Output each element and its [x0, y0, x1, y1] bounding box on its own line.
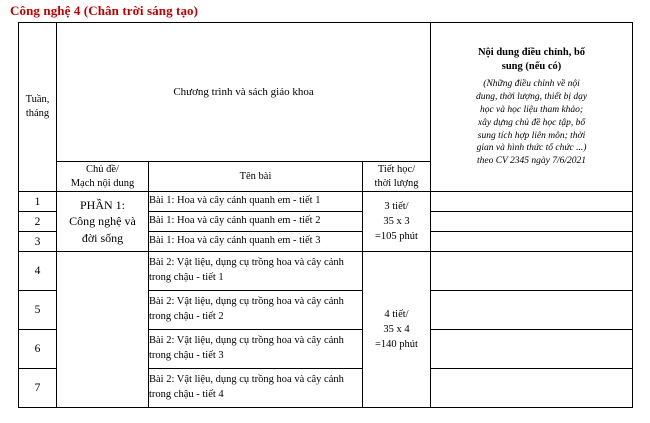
- row-lesson-name-line1: Bài 2: Vật liệu, dụng cụ trồng hoa và cây cảnh: [149, 374, 344, 386]
- topic-line1: PHẦN 1:: [79, 198, 125, 213]
- page-title: Công nghệ 4 (Chân trời sáng tạo): [10, 3, 199, 18]
- header-adjustment-note-line7: theo CV 2345 ngày 7/6/2021: [476, 156, 587, 167]
- row-adjustment: [431, 192, 633, 212]
- row-lesson-name: [149, 212, 363, 232]
- row-week: 1: [19, 192, 57, 212]
- period-line2: 35 x 4: [383, 323, 410, 335]
- row-lesson-name: [149, 232, 363, 252]
- header-week: [19, 23, 57, 192]
- header-week-line1: Tuần,: [25, 94, 50, 106]
- topic-line3: đời sống: [81, 230, 124, 245]
- table-row: [19, 252, 633, 291]
- header-adjustment-title-line2: sung (nếu có): [501, 60, 562, 72]
- row-adjustment: [431, 291, 633, 330]
- period-line1: 3 tiết/: [384, 200, 409, 212]
- header-program: Chương trình và sách giáo khoa: [57, 23, 431, 162]
- row-adjustment: [431, 369, 633, 408]
- header-adjustment-note-line3: học và học liệu tham khảo;: [479, 104, 584, 115]
- row-lesson-name-line1: Bài 2: Vật liệu, dụng cụ trồng hoa và cây cảnh: [149, 335, 344, 347]
- header-topic-line1: Chủ đề/: [86, 164, 119, 176]
- topic-line2: Công nghệ và: [69, 214, 136, 229]
- row-adjustment: [431, 212, 633, 232]
- period-line3: =140 phút: [375, 339, 418, 351]
- header-adjustment: [431, 23, 633, 192]
- row-week: 2: [19, 212, 57, 232]
- row-lesson-name-line1: Bài 1: Hoa và cây cảnh quanh em - tiết 1: [149, 195, 321, 207]
- row-lesson-name: [149, 252, 363, 291]
- header-adjustment-note-line2: dung, thời lượng, thiết bị dạy: [475, 92, 588, 103]
- teaching-plan-table: [18, 22, 633, 408]
- row-week: 6: [19, 330, 57, 369]
- teaching-plan-table-wrapper: [18, 22, 632, 408]
- period-line3: =105 phút: [375, 231, 418, 243]
- row-adjustment: [431, 252, 633, 291]
- header-topic: [57, 162, 149, 192]
- row-adjustment: [431, 232, 633, 252]
- row-week: 4: [19, 252, 57, 291]
- row-lesson-name-line2: trong chậu - tiết 1: [149, 272, 224, 283]
- topic-block-part-1: [57, 192, 149, 252]
- header-adjustment-note: [431, 76, 632, 172]
- row-lesson-name: [149, 330, 363, 369]
- row-week: 7: [19, 369, 57, 408]
- header-period-line1: Tiết học/: [377, 164, 416, 176]
- row-lesson-name-line2: trong chậu - tiết 2: [149, 311, 224, 322]
- row-lesson-name: [149, 192, 363, 212]
- row-lesson-name-line2: trong chậu - tiết 3: [149, 350, 224, 361]
- row-lesson-name-line1: Bài 1: Hoa và cây cảnh quanh em - tiết 2: [149, 215, 321, 227]
- row-lesson-name-line1: Bài 2: Vật liệu, dụng cụ trồng hoa và cây cảnh: [149, 296, 344, 308]
- header-week-line2: tháng: [25, 108, 50, 119]
- header-adjustment-title: [431, 42, 632, 76]
- period-block-2: [363, 252, 431, 408]
- header-adjustment-note-line1: (Những điều chỉnh về nội: [483, 79, 580, 90]
- header-adjustment-note-line6: gian và hình thức tổ chức ...): [476, 143, 587, 154]
- row-lesson-name: [149, 369, 363, 408]
- row-lesson-name-line1: Bài 2: Vật liệu, dụng cụ trồng hoa và cây cảnh: [149, 257, 344, 269]
- row-lesson-name-line1: Bài 1: Hoa và cây cảnh quanh em - tiết 3: [149, 235, 321, 247]
- table-header-row-top: [19, 23, 633, 162]
- header-adjustment-title-line1: Nội dung điều chỉnh, bổ: [477, 47, 586, 59]
- row-adjustment: [431, 330, 633, 369]
- table-row: [19, 192, 633, 212]
- row-lesson-name: [149, 291, 363, 330]
- topic-block-empty: [57, 252, 149, 408]
- period-line1: 4 tiết/: [384, 308, 409, 320]
- header-topic-line2: Mạch nội dung: [70, 177, 135, 189]
- header-adjustment-note-line5: sung tích hợp liên môn; thời: [477, 130, 586, 141]
- header-adjustment-note-line4: xây dựng chủ đề học tập, bổ: [477, 117, 586, 128]
- header-period-line2: thời lượng: [374, 177, 419, 189]
- row-lesson-name-line2: trong chậu - tiết 4: [149, 389, 224, 400]
- header-lesson-name: Tên bài: [149, 162, 363, 192]
- period-line2: 35 x 3: [383, 215, 410, 227]
- row-week: 5: [19, 291, 57, 330]
- header-period: [363, 162, 431, 192]
- period-block-1: [363, 192, 431, 252]
- row-week: 3: [19, 232, 57, 252]
